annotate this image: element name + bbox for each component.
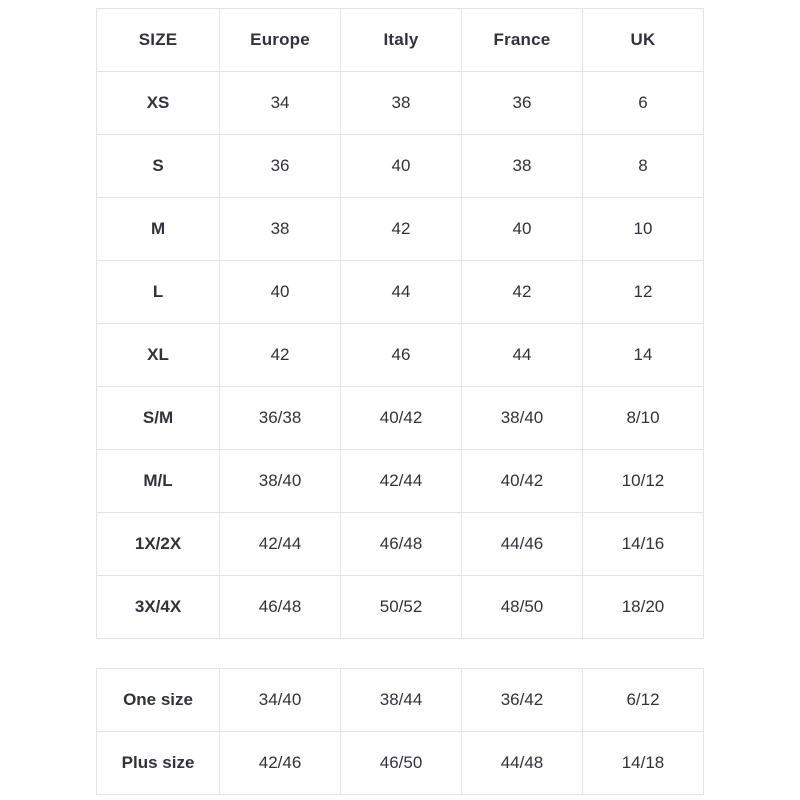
combined-size-table [96,668,704,795]
table-row [97,450,704,513]
cell-france: 44 [462,324,583,387]
cell-france: 36/42 [462,669,583,732]
column-header-size: SIZE [97,9,220,72]
cell-italy: 38/44 [341,669,462,732]
cell-italy: 50/52 [341,576,462,639]
table-row [97,72,704,135]
cell-france: 44/46 [462,513,583,576]
column-header-italy: Italy [341,9,462,72]
cell-france: 42 [462,261,583,324]
table-row [97,261,704,324]
cell-france: 36 [462,72,583,135]
table-row [97,732,704,795]
cell-europe: 42/46 [220,732,341,795]
cell-uk: 8 [582,135,703,198]
cell-france: 40/42 [462,450,583,513]
cell-uk: 14/18 [582,732,703,795]
cell-italy: 42 [341,198,462,261]
cell-italy: 42/44 [341,450,462,513]
cell-size: M [97,198,220,261]
table-row [97,198,704,261]
table-row [97,669,704,732]
cell-europe: 34 [220,72,341,135]
column-header-france: France [462,9,583,72]
cell-uk: 6/12 [582,669,703,732]
cell-italy: 46/48 [341,513,462,576]
cell-france: 40 [462,198,583,261]
cell-uk: 12 [582,261,703,324]
table-row [97,513,704,576]
cell-europe: 40 [220,261,341,324]
table-body [97,669,704,795]
cell-europe: 38 [220,198,341,261]
cell-uk: 14/16 [582,513,703,576]
cell-size: S [97,135,220,198]
cell-size: XS [97,72,220,135]
table-row [97,387,704,450]
column-header-europe: Europe [220,9,341,72]
table-header-row [97,9,704,72]
table-row [97,135,704,198]
cell-size: 3X/4X [97,576,220,639]
table-row [97,576,704,639]
cell-france: 38 [462,135,583,198]
cell-france: 48/50 [462,576,583,639]
size-conversion-table [96,8,704,639]
cell-italy: 40/42 [341,387,462,450]
cell-europe: 36/38 [220,387,341,450]
cell-size: M/L [97,450,220,513]
cell-italy: 44 [341,261,462,324]
cell-france: 44/48 [462,732,583,795]
cell-size: One size [97,669,220,732]
cell-europe: 42 [220,324,341,387]
cell-europe: 36 [220,135,341,198]
table-row [97,324,704,387]
cell-europe: 42/44 [220,513,341,576]
cell-uk: 18/20 [582,576,703,639]
cell-italy: 40 [341,135,462,198]
cell-europe: 34/40 [220,669,341,732]
cell-size: S/M [97,387,220,450]
cell-size: 1X/2X [97,513,220,576]
cell-europe: 46/48 [220,576,341,639]
column-header-uk: UK [582,9,703,72]
cell-size: L [97,261,220,324]
cell-size: Plus size [97,732,220,795]
table-header [97,9,704,72]
cell-france: 38/40 [462,387,583,450]
table-body [97,72,704,639]
cell-uk: 14 [582,324,703,387]
cell-uk: 10/12 [582,450,703,513]
cell-italy: 46 [341,324,462,387]
cell-italy: 38 [341,72,462,135]
cell-europe: 38/40 [220,450,341,513]
cell-uk: 6 [582,72,703,135]
cell-uk: 10 [582,198,703,261]
cell-uk: 8/10 [582,387,703,450]
cell-size: XL [97,324,220,387]
cell-italy: 46/50 [341,732,462,795]
